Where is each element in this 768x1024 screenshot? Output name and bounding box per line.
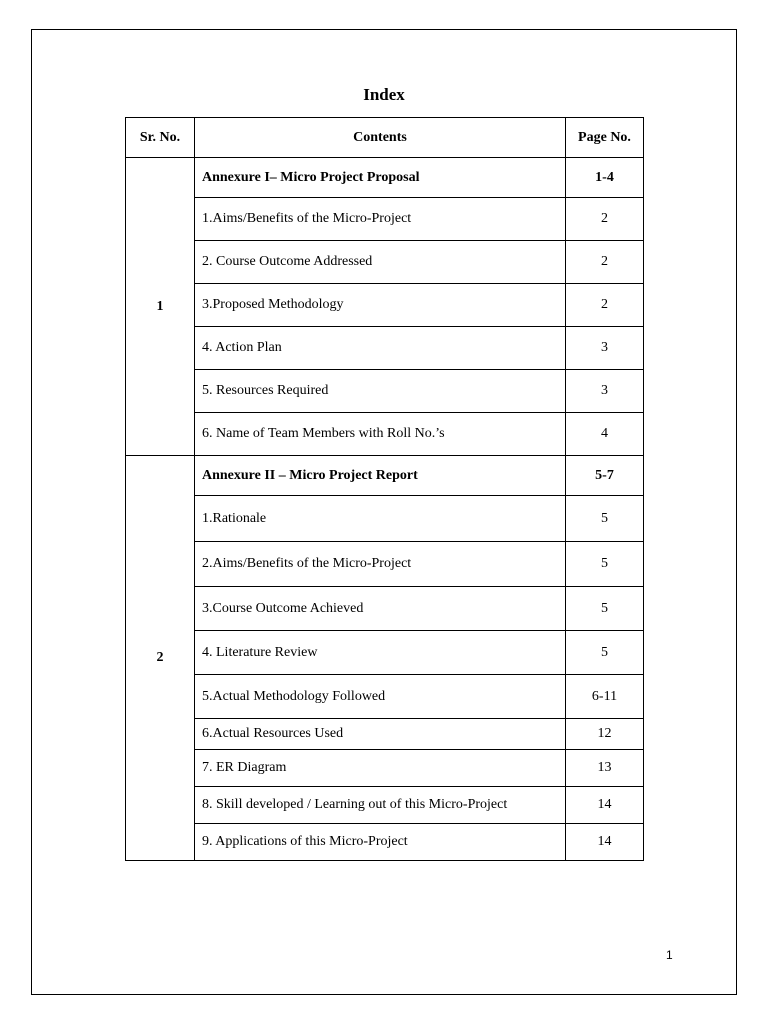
page-cell: 5-7 bbox=[566, 456, 644, 496]
content-cell: 6.Actual Resources Used bbox=[195, 719, 566, 750]
content-cell: 3.Proposed Methodology bbox=[195, 284, 566, 327]
table-row bbox=[126, 631, 644, 675]
table-row bbox=[126, 370, 644, 413]
footer-page-number: 1 bbox=[666, 948, 673, 962]
content-cell: 9. Applications of this Micro-Project bbox=[195, 824, 566, 861]
table-row bbox=[126, 787, 644, 824]
annexure-heading: Annexure II – Micro Project Report bbox=[195, 456, 566, 496]
page-cell: 14 bbox=[566, 787, 644, 824]
page-cell: 5 bbox=[566, 542, 644, 587]
annexure-heading: Annexure I– Micro Project Proposal bbox=[195, 158, 566, 198]
content-cell: 8. Skill developed / Learning out of this Micro-Project bbox=[195, 787, 566, 824]
content-cell: 1.Rationale bbox=[195, 496, 566, 542]
sr-no-cell: 1 bbox=[126, 158, 195, 456]
page-cell: 5 bbox=[566, 496, 644, 542]
table-row bbox=[126, 675, 644, 719]
content-cell: 6. Name of Team Members with Roll No.’s bbox=[195, 413, 566, 456]
page-cell: 2 bbox=[566, 241, 644, 284]
table-row bbox=[126, 542, 644, 587]
table-row bbox=[126, 327, 644, 370]
content-cell: 4. Literature Review bbox=[195, 631, 566, 675]
content-cell: 5. Resources Required bbox=[195, 370, 566, 413]
page-cell: 2 bbox=[566, 284, 644, 327]
header-sr-no: Sr. No. bbox=[126, 118, 195, 158]
page-cell: 12 bbox=[566, 719, 644, 750]
page-title: Index bbox=[363, 85, 405, 104]
header-page-no: Page No. bbox=[566, 118, 644, 158]
header-contents: Contents bbox=[195, 118, 566, 158]
content-cell: 7. ER Diagram bbox=[195, 750, 566, 787]
page-cell: 5 bbox=[566, 587, 644, 631]
page-cell: 14 bbox=[566, 824, 644, 861]
table-row bbox=[126, 750, 644, 787]
table-row bbox=[126, 158, 644, 198]
header-row bbox=[126, 118, 644, 158]
table-row bbox=[126, 198, 644, 241]
content-cell: 2.Aims/Benefits of the Micro-Project bbox=[195, 542, 566, 587]
content-cell: 3.Course Outcome Achieved bbox=[195, 587, 566, 631]
page-cell: 3 bbox=[566, 370, 644, 413]
content-cell: 5.Actual Methodology Followed bbox=[195, 675, 566, 719]
index-table bbox=[125, 117, 644, 861]
table-row bbox=[126, 241, 644, 284]
content-cell: 4. Action Plan bbox=[195, 327, 566, 370]
page-cell: 2 bbox=[566, 198, 644, 241]
page-cell: 6-11 bbox=[566, 675, 644, 719]
page-cell: 1-4 bbox=[566, 158, 644, 198]
page-cell: 4 bbox=[566, 413, 644, 456]
sr-no-cell: 2 bbox=[126, 456, 195, 861]
page-cell: 13 bbox=[566, 750, 644, 787]
table-row bbox=[126, 456, 644, 496]
table-row bbox=[126, 719, 644, 750]
table-row bbox=[126, 284, 644, 327]
page-cell: 3 bbox=[566, 327, 644, 370]
page-cell: 5 bbox=[566, 631, 644, 675]
content-cell: 2. Course Outcome Addressed bbox=[195, 241, 566, 284]
table-row bbox=[126, 413, 644, 456]
table-row bbox=[126, 824, 644, 861]
table-row bbox=[126, 496, 644, 542]
content-cell: 1.Aims/Benefits of the Micro-Project bbox=[195, 198, 566, 241]
table-row bbox=[126, 587, 644, 631]
